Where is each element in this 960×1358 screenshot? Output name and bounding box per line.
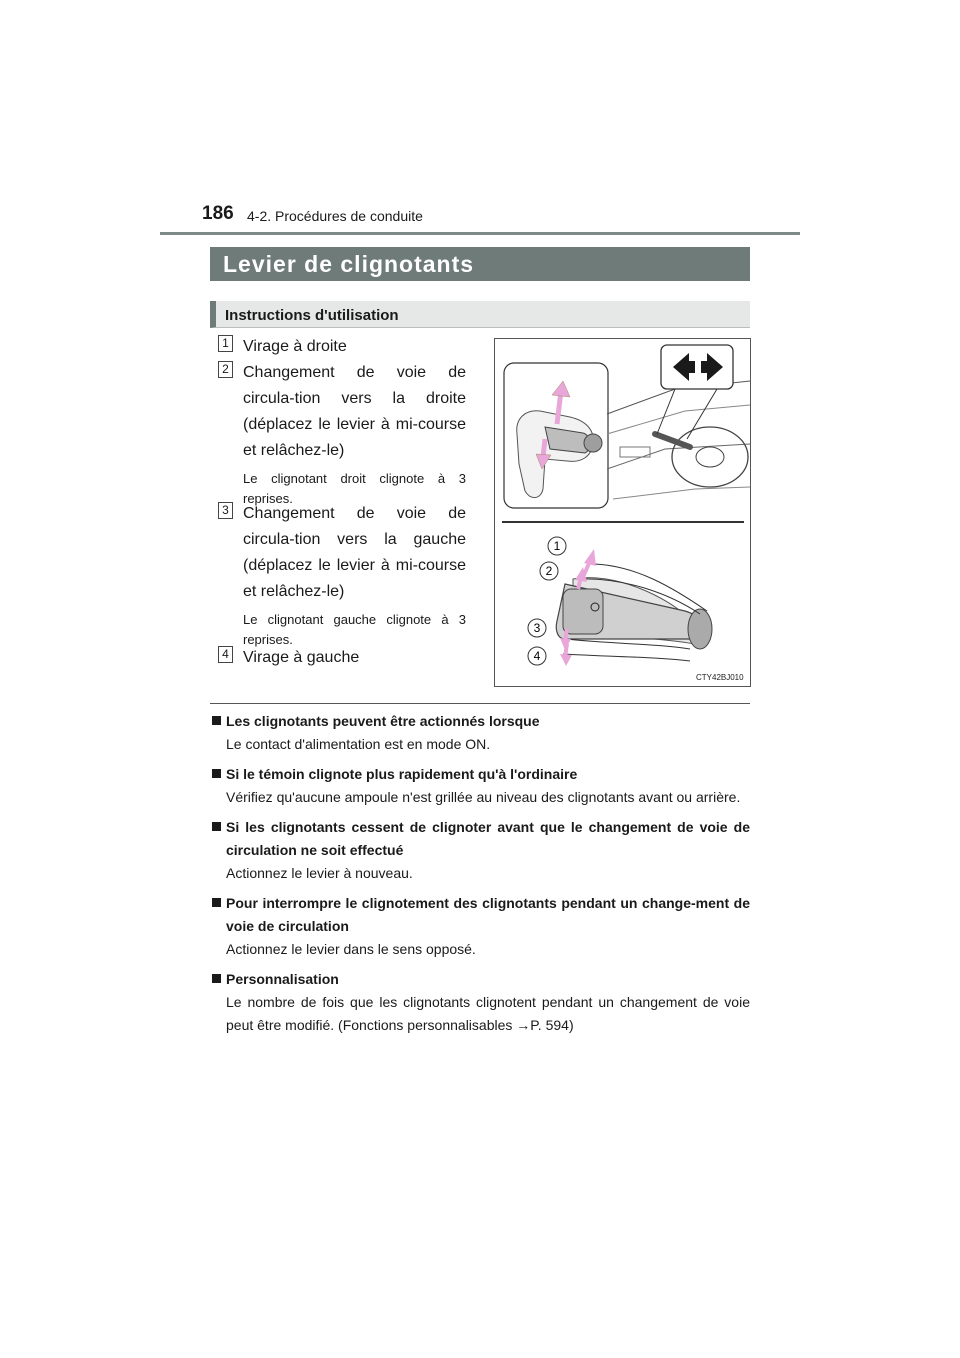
bullet-square-icon: [212, 822, 221, 831]
callout-3: [528, 619, 546, 637]
step-2: [218, 360, 466, 509]
note-title: Si le témoin clignote plus rapidement qu'à l'ordinaire: [226, 766, 578, 782]
section-subtitle: Instructions d'utilisation: [210, 301, 750, 328]
note-body: Le nombre de fois que les clignotants clignotent pendant un changement de voie peut être modifié. (Fonctions personnalisables →P. 594): [226, 994, 750, 1033]
page-title: Levier de clignotants: [210, 247, 750, 281]
note-item: [212, 816, 750, 885]
steering-wheel-icon: [672, 427, 748, 487]
note-item: [212, 710, 750, 756]
note-body: Vérifiez qu'aucune ampoule n'est grillée au niveau des clignotants avant ou arrière.: [226, 789, 741, 805]
step-4: [218, 645, 466, 671]
note-title: Les clignotants peuvent être actionnés lorsque: [226, 713, 540, 729]
notes-section: [212, 710, 750, 1044]
svg-text:2: 2: [545, 564, 553, 578]
turn-signal-lever-illustration: [495, 339, 750, 686]
bullet-square-icon: [212, 898, 221, 907]
callout-2: [540, 562, 558, 580]
note-title: Si les clignotants cessent de clignoter avant que le changement de voie de circulation ne soit effectué: [226, 819, 750, 858]
callout-1: [548, 537, 566, 555]
step-text: Changement de voie de circula-tion vers la droite (déplacez le levier à mi-course et relâchez-le): [243, 364, 466, 459]
step-text: Virage à gauche: [243, 649, 360, 666]
note-item: [212, 892, 750, 961]
note-body: Le contact d'alimentation est en mode ON.: [226, 736, 491, 752]
step-note: Le clignotant gauche clignote à 3 reprises.: [243, 612, 466, 647]
note-title: Pour interrompre le clignotement des clignotants pendant un change-ment de voie de circulation: [226, 895, 750, 934]
bullet-square-icon: [212, 769, 221, 778]
note-title: Personnalisation: [226, 971, 339, 987]
step-3: [218, 501, 466, 650]
bullet-square-icon: [212, 974, 221, 983]
header-rule: [160, 232, 800, 235]
page-number: 186: [202, 203, 234, 224]
notes-divider: [210, 703, 750, 704]
step-number: 1: [218, 335, 233, 352]
step-note: Le clignotant droit clignote à 3 reprises.: [243, 471, 466, 506]
step-text: Changement de voie de circula-tion vers la gauche (déplacez le levier à mi-course et relâchez-le): [243, 505, 466, 600]
step-1: [218, 334, 466, 360]
figure-divider: [502, 521, 744, 523]
step-number: 2: [218, 361, 233, 378]
note-body: Actionnez le levier à nouveau.: [226, 865, 413, 881]
svg-text:4: 4: [533, 649, 541, 663]
svg-text:3: 3: [533, 621, 541, 635]
svg-text:1: 1: [553, 539, 561, 553]
step-number: 4: [218, 646, 233, 663]
note-body: Actionnez le levier dans le sens opposé.: [226, 941, 476, 957]
callout-4: [528, 647, 546, 665]
bullet-square-icon: [212, 716, 221, 725]
step-number: 3: [218, 502, 233, 519]
figure-code: CTY42BJ010: [696, 673, 744, 682]
illustration-frame: [494, 338, 751, 687]
step-text: Virage à droite: [243, 338, 347, 355]
section-label: 4-2. Procédures de conduite: [247, 208, 423, 224]
note-item: [212, 968, 750, 1037]
note-item: [212, 763, 750, 809]
